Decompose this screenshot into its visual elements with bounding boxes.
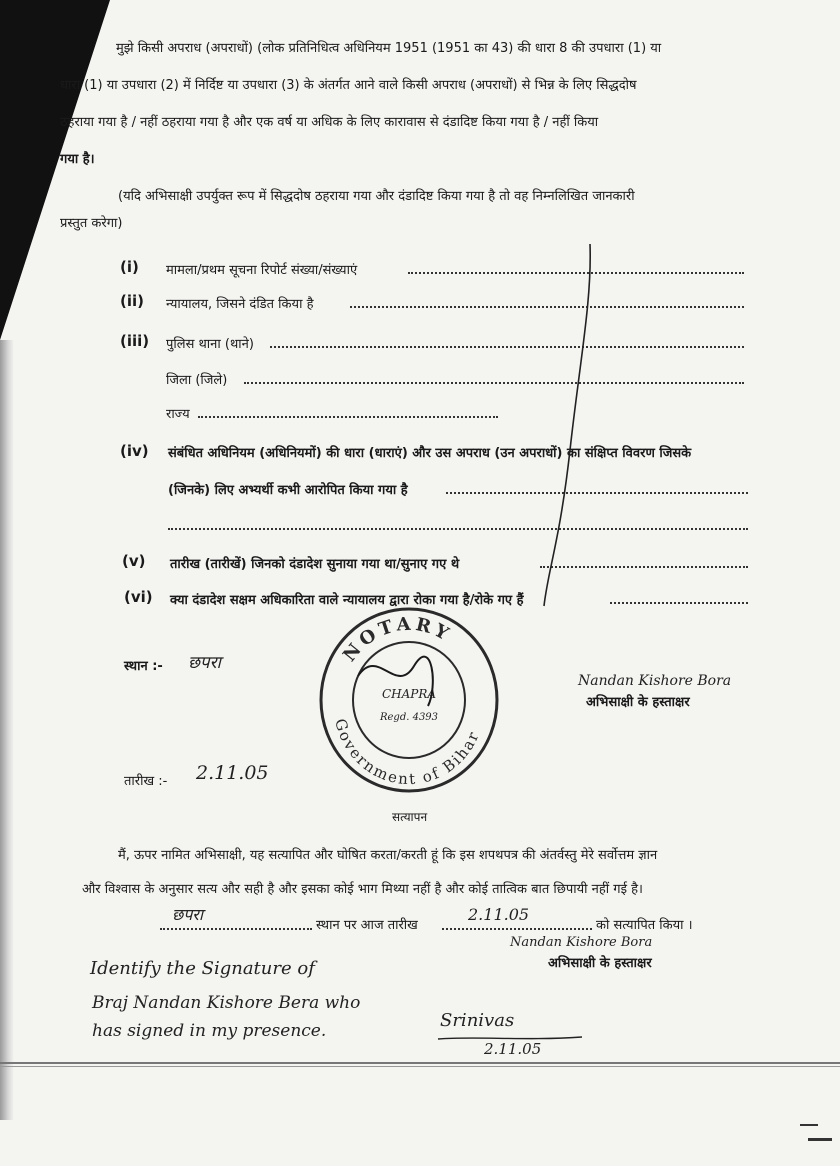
verification-date-line (442, 928, 592, 930)
date-label: तारीख :- (124, 774, 168, 789)
item-text-district: जिला (जिले) (166, 373, 228, 388)
svg-text:Government of Bihar (331, 717, 483, 789)
conditional-line-2: प्रस्तुत करेगा) (60, 216, 123, 231)
date-handwritten: 2.11.05 (196, 762, 269, 784)
seal-ring-text: Government of Bihar (331, 716, 484, 789)
scan-left-edge (0, 340, 14, 1120)
seal-notary-text: NOTARY (339, 613, 456, 666)
conviction-line-1: मुझे किसी अपराध (अपराधों) (लोक प्रतिनिधित्व अधिनियम 1951 (1951 का 43) की धारा 8 की उपधारा (1) या (116, 41, 662, 56)
place-label: स्थान :- (124, 659, 163, 674)
verification-mid-text: स्थान पर आज तारीख (316, 918, 418, 933)
seal-center-line2: Regd. 4393 (379, 712, 439, 723)
identify-line-3: has signed in my presence. (92, 1021, 327, 1041)
verification-line-2: और विश्वास के अनुसार सत्य और सही है और इसका कोई भाग मिथ्या नहीं है और कोई तात्विक बात छिपायी नहीं गई है। (82, 882, 643, 897)
item-text-iv: संबंधित अधिनियम (अधिनियमों) की धारा (धाराएं) और उस अपराध (उन अपराधों) का संक्षिप्त विवरण जिसके (168, 446, 692, 461)
place-handwritten: छपरा (188, 653, 221, 673)
svg-text:NOTARY (339, 614, 455, 666)
notary-signature: Srinivas (440, 1010, 515, 1031)
fill-line-district (244, 382, 744, 384)
conditional-paragraph (60, 178, 760, 245)
conviction-line-3: ठहराया गया है / नहीं ठहराया गया है और एक वर्ष या अधिक के लिए कारावास से दंडादिष्ट किया गया है / नहीं किया (60, 115, 599, 130)
verification-place-line (160, 928, 312, 930)
notary-seal (318, 606, 500, 794)
verification-line-1: मैं, ऊपर नामित अभिसाक्षी, यह सत्यापित और घोषित करता/करती हूं कि इस शपथपत्र की अंतर्वस्तु मेरे सर्वोत्तम ज्ञान (118, 848, 658, 863)
item-number-iv: (iv) (120, 442, 149, 460)
conviction-paragraph (60, 30, 760, 178)
item-text-vi: क्या दंडादेश सक्षम अधिकारिता वाले न्यायालय द्वारा रोका गया है/रोके गए हैं (170, 593, 524, 608)
item-text-ii: न्यायालय, जिसने दंडित किया है (166, 297, 314, 312)
item-text-state: राज्य (166, 407, 190, 422)
item-number-vi: (vi) (124, 588, 153, 606)
fill-line-iii (270, 346, 744, 348)
item-number-v: (v) (122, 552, 146, 570)
deponent-signature-label: अभिसाक्षी के हस्ताक्षर (586, 695, 690, 710)
fill-line-iv-b (168, 528, 748, 530)
fill-line-vi (610, 602, 748, 604)
notary-date: 2.11.05 (484, 1040, 542, 1058)
scan-artifact-line-1 (0, 1062, 840, 1064)
cancel-stroke (540, 240, 620, 610)
conviction-line-2: धारा (1) या उपधारा (2) में निर्दिष्ट या उपधारा (3) के अंतर्गत आने वाले किसी अपराध (अपराधों) से भिन्न के लिए सिद्धदोष (60, 78, 637, 93)
verification-end-text: को सत्यापित किया । (596, 918, 693, 933)
deponent-signature-label-2: अभिसाक्षी के हस्ताक्षर (548, 956, 652, 971)
item-text-v: तारीख (तारीखें) जिनको दंडादेश सुनाया गया था/सुनाए गए थे (170, 557, 460, 572)
identify-line-1: Identify the Signature of (90, 958, 315, 979)
item-number-i: (i) (120, 258, 139, 276)
item-number-iii: (iii) (120, 332, 150, 350)
item-text-iv-cont: (जिनके) लिए अभ्यर्थी कभी आरोपित किया गया है (168, 483, 408, 498)
verification-title: सत्यापन (392, 810, 428, 824)
verification-date-handwritten: 2.11.05 (468, 905, 530, 924)
item-text-i: मामला/प्रथम सूचना रिपोर्ट संख्या/संख्याएं (166, 263, 358, 278)
scan-artifact-line-2 (0, 1066, 840, 1067)
verification-place-handwritten: छपरा (172, 905, 203, 924)
conditional-line-1: (यदि अभिसाक्षी उपर्युक्त रूप में सिद्धदोष ठहराया गया और दंडादिष्ट किया गया है तो वह निम्नलिखित जानकारी (118, 189, 635, 204)
scan-mark-2 (808, 1138, 832, 1141)
seal-center-line1: CHAPRA (381, 687, 437, 701)
item-text-iii: पुलिस थाना (थाने) (166, 337, 254, 352)
fill-line-state (198, 416, 498, 418)
deponent-signature-1: Nandan Kishore Bora (578, 673, 732, 689)
conviction-line-4: गया है। (60, 152, 95, 167)
item-number-ii: (ii) (120, 292, 144, 310)
deponent-signature-2: Nandan Kishore Bora (510, 935, 653, 950)
identify-line-2: Braj Nandan Kishore Bera who (92, 993, 361, 1013)
scan-mark-1 (800, 1124, 818, 1126)
